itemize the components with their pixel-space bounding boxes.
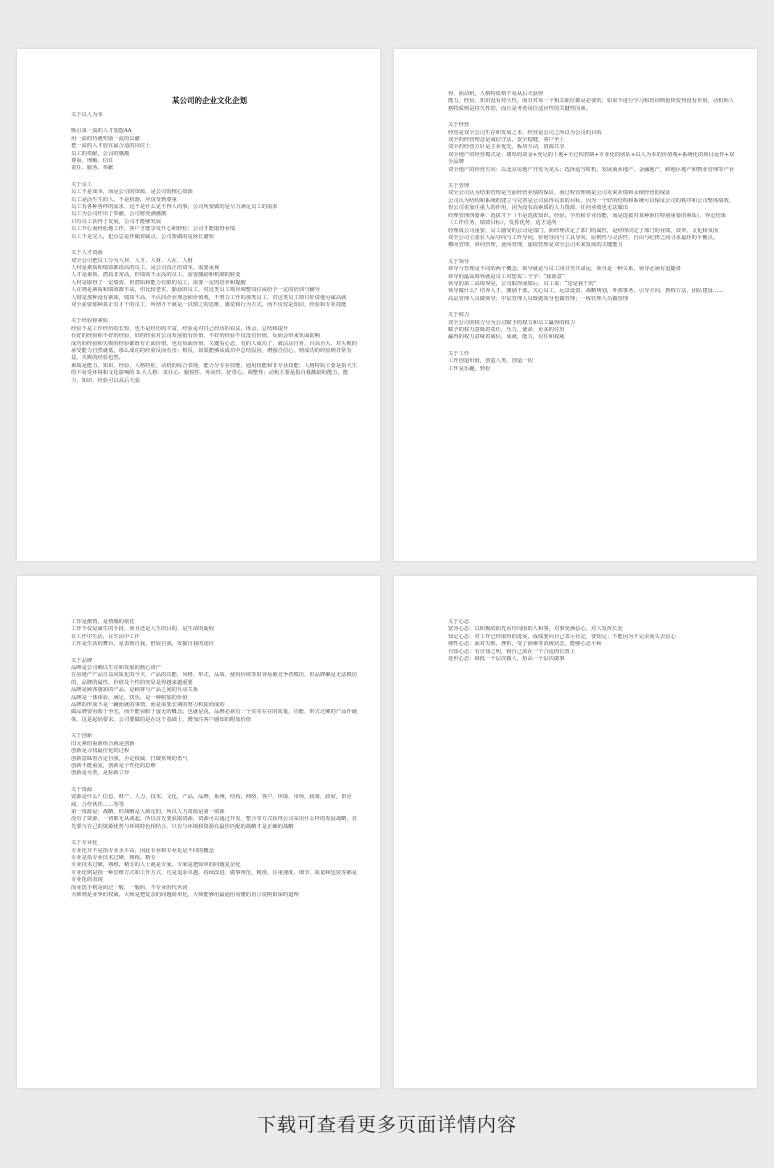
document-title: 某公司的企业文化企划	[172, 96, 247, 105]
text-line: 领导的第二高境界是，公司取得成绩后，员工说：“这是我干的”	[448, 280, 597, 287]
text-line: 专业是指专业技术过硬，熟练，精专	[71, 854, 156, 861]
text-section	[71, 128, 358, 172]
text-line: 高层管理人员做领导；中层管理人员既做领导也做管理；一线管理人员做管理	[448, 295, 629, 302]
text-line: 人材是取得了一定绩效，但潜质和能力有限的员工，需要一定的培养和提醒	[71, 279, 246, 286]
text-line: 宽容心态：以积极的阳光看待周围的人和事，对事充满信心，对人发挥长处	[448, 626, 623, 633]
text-line: 双全公司的权力分为公司赋予的权力和员工赢得的权力	[448, 319, 576, 326]
text-line: 工作是乐趣，轻松	[448, 365, 491, 372]
page-content	[71, 619, 358, 908]
text-line: 关于管理	[448, 183, 470, 190]
text-line: 员工不是成本，而是公司的资源，是公司的核心资源	[71, 189, 193, 196]
text-line: 赋予的权力意味着责任，压力，使命，更多的付出	[448, 326, 565, 333]
text-line: 专业化并不是指专业水平高，因此专业和专业化是不同的概念	[71, 847, 215, 854]
text-section	[71, 733, 358, 777]
text-line: 经理管理四要素：选拔才干（不是选拔知识，经验，学历和专业技能，而是选拔对某种职位特别重要的素质），界定结果（工作任务，绩效目标），发挥优势，适才适所	[448, 212, 727, 227]
page-content	[448, 619, 735, 672]
text-section	[448, 351, 735, 373]
text-line: 品牌是顾客感知的产品，是顾客与产品之间的互动关系	[71, 687, 199, 694]
document-page-4	[394, 576, 757, 1088]
text-line: 专业技术过硬，熟练，精专的人士就是专家，专家是把简单的问题复杂化	[71, 862, 241, 869]
text-line: 员工开心而轻松地工作，客户才能享受开心和轻松；公司才能取得业绩	[71, 226, 236, 233]
text-line: 只有员工获得了发展，公司才能够发展	[71, 218, 162, 225]
document-page-1	[17, 49, 380, 561]
text-line: 工作不仅是谋生的手段，而且还是人生的目的，是生命的旋程	[71, 626, 215, 633]
text-line: 工作是生活的舞台，是表现自我，舒展自我，发掘自我的途径	[71, 641, 215, 648]
text-line: 把一流的人才放在最合适的岗位上	[71, 143, 151, 150]
text-section	[71, 619, 358, 649]
text-line: 双全的经营方针是主业优先，板块互动，资源共享	[448, 144, 565, 151]
text-line: 知足心态：对工作已经取得的进展，成绩要向自己表示肯定，要知足；不能因为不完美而失去信心	[448, 633, 676, 640]
text-line: 处世心态：降低一个层次做人，抬高一个层次做事	[448, 656, 565, 663]
text-line: 关于专业化	[71, 840, 98, 847]
text-line: 创新意味着否定自我，否定权威，打破常规的勇气	[71, 755, 188, 762]
text-line: 关于经验和素质	[71, 318, 109, 325]
text-section	[448, 312, 735, 342]
text-line: 关于以人为本	[71, 112, 103, 118]
text-line: 员工不是完人，犯点总是伴随着缺点，公司要做的是扬长避短	[71, 233, 215, 240]
text-section	[71, 318, 358, 385]
text-line: 经验不是工作经历的长短，也不是经历的丰富，经验是对自己经历的看法，体会，总结和提升	[71, 325, 289, 332]
text-line: 关于创新	[71, 733, 93, 740]
text-line: 而业选手则是而过一般，一般吗，不专业的代名词	[71, 884, 188, 891]
text-line: 大师则是业界的权威，大师是把复杂的问题简单化，大师能够用最通俗易懂的语言说明艰深的道理	[71, 892, 299, 898]
text-line: 双全公司认为结果管理是当前经营业绩的保证，而过程管理则是公司未来业绩和永续经营的保证	[448, 190, 671, 197]
text-section	[71, 250, 358, 309]
text-line: 关于经营	[448, 122, 470, 129]
text-line: 工作创造价值，创造人类，创造一切	[448, 358, 533, 365]
text-line: 领导的最高境界就是员工对您说三个字：“我愿意”	[448, 273, 565, 280]
text-line: 双全地产的经营模式是：雄厚的资金+充足的土地+全过程控制+专业化的团队+以人为本的价值观+系统化的项目运作+双全品牌	[448, 151, 735, 166]
text-line: 员工为公司作出了奉献，公司将充满感激	[71, 211, 167, 218]
text-line: 人才是素质，潜质非常高，但绩效不太高的员工，需要激励和机制的转变	[71, 272, 241, 279]
text-line: 责任、服务、奉献	[71, 165, 114, 172]
text-line: 旧元素的重新组合就是创新	[71, 740, 135, 747]
text-line: 吸引第一流的人才加盟AA	[71, 128, 132, 135]
text-line: 没有了资源，一切都无从谈起，所以首先要获取资源，资源可以通过开发，整合等方式获得公司采用什么样的发展战略，首先要与自己的资源优势与环境特色相结合，只有与环境和资源有最佳匹配的战略才是正确的战略	[71, 816, 358, 830]
text-line: 双全公司主张在人际导向与工作导向，价值导向与工具导向，原则性与灵活性，自由与纪律之间寻求最佳的平衡点。	[448, 234, 719, 241]
text-line: 人在则是素质和绩效都不高，但比较老实，勤恳的员工，对这类员工则应调整岗位或给予一定的培训与辅导	[71, 287, 320, 294]
text-line: 资源是什么？信息，财产，人力，技术，文化，产品，品牌，系统，结构，网络，客户，环境，市场，政策，政府，供应商，合作伙伴……等等	[71, 794, 352, 808]
text-line: 品牌的形成不是一蹴而就的事情，而是需要长期的努力积淀而成的	[71, 702, 225, 709]
text-line: 赢得的权力意味着威信，成就，能力，信任和权威	[448, 334, 565, 341]
text-section	[448, 122, 735, 174]
text-line: 经营是双全公司生存和发展之本，经营是公司之所以为公司的目的	[448, 129, 602, 136]
text-line: 双全地产的经营方向：以北京房地产开发为龙头；选择适当时机，发展商业地产，金融地产，跨地区地产和物业管理等产业	[448, 166, 735, 173]
text-line: 品牌是一体体验，满足，快乐，是一种附加的价值	[71, 694, 188, 701]
text-line: 经理成公司重要，员工感受的公司是部门，而经理决定了部门的属性，是经理决定了部门的业绩，效率，文化和氛围	[448, 227, 719, 234]
text-line: 人材是素质和绩效都很高的员工，是公司真正的资本，需要重视	[71, 264, 220, 271]
text-section	[71, 658, 358, 725]
text-line: 创新不能重复，创新是个性化的思维	[71, 762, 156, 769]
text-line: 工作是激情，是情感的依托	[71, 619, 135, 625]
text-line: 领导与管理是不同的两个概念，领导就是与员工同甘苦共命运，领导是一种关系，领导必须有追随者	[448, 266, 682, 273]
text-line: 能力，经验，知识没有持久性，而且对每一个相关职位都是必要的，如果不进行学习和培训则很快变得没有价值，动机和人格特质则是持久性的，而且是考查岗位适应性的关键性因素。	[448, 98, 735, 112]
text-line: 关于品牌	[71, 657, 93, 664]
text-line: 素质是能力，知识，经验，人格特征，动机的综合表现，能力分专业技能，通用技能和非专业技能；人格特质主要是指天生的不易受环境和文化影响的 S 大人格：责任心、愉悦性、外向性、好奇心，调整性；动机主要是指自我激励的能力，能力，知识，经验可以从后天获	[71, 362, 358, 384]
text-line: 双全公司把员工分为人材、人才、人材、人在、人财	[71, 257, 193, 264]
text-line: 人财是那种没有素质，绩效不高，不认同企业理念和价值观，不努力工作的那类员工，对这类员工则只好请他另谋高就	[71, 294, 347, 301]
download-caption[interactable]: 下载可查看更多页面详情内容	[256, 1114, 517, 1136]
text-line: 品牌是公司赖以生存和发展的核心资产	[71, 665, 162, 672]
text-line: 在工作中生活，在生活中工作	[71, 633, 140, 640]
text-line: 得，而动机，人格特质则不易从后天获得	[448, 91, 544, 97]
text-line: 有好的经验和不好的经验，好的经验对公司发展很有价值，不好的经验不仅没有价值，反而会带来负面影响	[71, 333, 320, 340]
text-line: 关于员工	[71, 181, 93, 188]
text-section	[71, 112, 358, 119]
text-line: 横向管理，斜向管理，逆向管理，虚拟管理是双全公司未来发展的关键能力	[448, 242, 623, 249]
text-line: 创新是寻找最佳化的过程	[71, 748, 130, 755]
text-section	[448, 619, 735, 663]
document-page-3	[17, 576, 380, 1088]
text-line: 成功的经验和失败的经验都既有正面价值，也有负面价值，关键看心态，有的人成功了，就沾沾自喜，自高自大，对失败的承受能力自然就低，那么成功的经验反而有害；相反，如果能够从成功中总结原因，增强自信心，则成功的经验则非常有益，失败的经验也然。	[71, 340, 358, 362]
text-line: 关于权力	[448, 312, 470, 319]
text-line: 关于工作	[448, 350, 470, 357]
text-line: 关于人才资源	[71, 250, 103, 257]
text-line: 用一流的待遇奖励一流的贡献	[71, 135, 140, 142]
text-line: 创新是另类，是标新立异	[71, 770, 130, 777]
text-section	[71, 840, 358, 899]
text-line: 公司认为结构和系统的建立与完善是公司获得以求的目标，因为一个好的结构和系统可以保证公司的秩序和公司整体绩效，但公司更加注重人的作用，因为没有高素质的人力资源，任何业绩也无法做出	[448, 197, 735, 212]
text-line: 自知心态：有自知之明，将自己放在一个合适的位置上	[448, 648, 576, 655]
text-line: 员工有各种各样的需求，这不是什么见不得人的事，公司所要做的是尽力满足员工的需求	[71, 204, 278, 211]
text-section	[71, 787, 358, 831]
text-line: 关于领导	[448, 258, 470, 265]
text-line: 弹性心态：面对失败，挫折，受了困难等消极状态，能够心态平和	[448, 641, 602, 648]
text-line: 做品牌要看眼于争先，而不能看眼于虚无的概念；也就是说，品牌必须有一个实实在在的质量，功能，形式过硬的产品作载体，这是起码要求，公司要做的是在这个基础上，增加注客户感知的附加价值	[71, 709, 358, 723]
text-section	[448, 259, 735, 303]
text-line: 尊重、理解、信任	[71, 158, 114, 165]
page-content	[71, 95, 358, 394]
text-line: 在房地产产品日益同质化的今天，产品的功能，风格，形式，品质，使用价值等很容易被竞争者模仿，但品牌确是无法模仿的，品牌的属性，价值及个性的突显是得越来越重要	[71, 672, 358, 686]
text-line: 第一资源是：战略，但战略是人制定的，所以人力资源是第一资源	[71, 808, 225, 815]
text-line: 双全需要那种真正有才干的员工，所谓才干就是一以惯之的思维、感觉和行为方式，而不仅仅是知识，经验和专业技能	[71, 301, 347, 308]
text-line: 员工是活生生的人，不是机器，应该受到尊重	[71, 196, 177, 203]
text-line: 专业化则是指一种思维方式和工作方式，凡是追求卓越，持续改进，做事规范，精准，注重速度，细节，质量和包装等都是专业化的表现	[71, 869, 358, 884]
text-line: 领导做什么？培养人才，激励干部，关心员工，远景设置，战略规划，外部事务，引导方向，教练方法，团队建设……	[448, 288, 724, 295]
text-line: 员工的奉献，公司的感激	[71, 150, 130, 157]
text-line: 关于心态	[448, 619, 470, 625]
text-section	[71, 182, 358, 241]
document-page-2	[394, 49, 757, 561]
text-line: 关于资源	[71, 786, 93, 793]
text-section	[448, 183, 735, 250]
page-content	[448, 91, 735, 382]
text-section	[448, 91, 735, 113]
text-line: 双全的经营理念是诚信守法，安全稳健，客户至上	[448, 137, 565, 144]
